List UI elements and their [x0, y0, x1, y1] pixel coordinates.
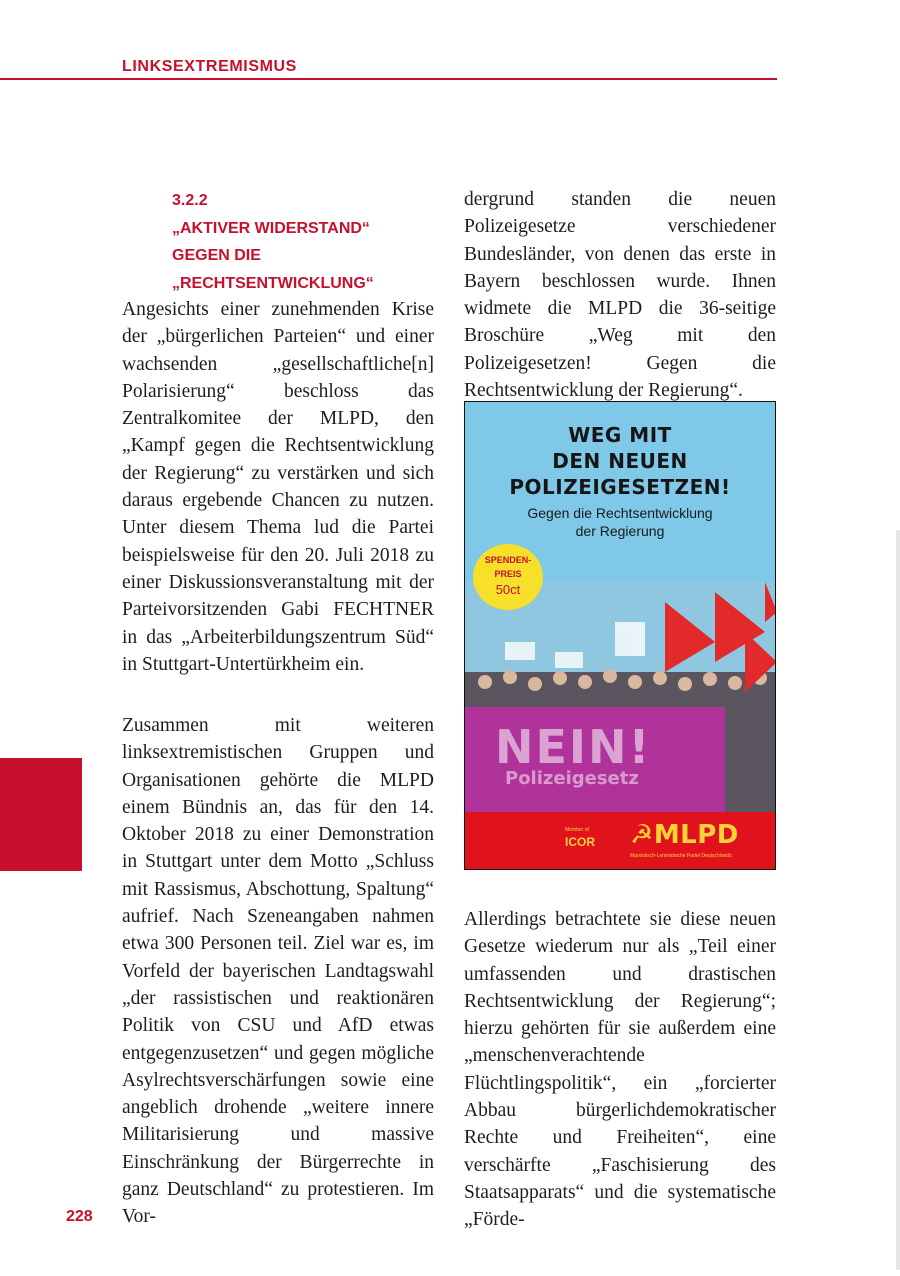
cover-subtitle-line-1: Gegen die Rechtsentwicklung — [527, 505, 713, 521]
price-badge-line-2: PREIS — [494, 569, 522, 579]
price-badge-line-1: SPENDEN- — [484, 555, 532, 565]
party-subline: Marxistisch-Leninistische Partei Deutschlands — [630, 853, 732, 859]
section-number: 3.2.2 — [172, 192, 208, 209]
icor-logo: ICOR — [565, 835, 595, 849]
right-column-paragraph-2 — [464, 906, 776, 1234]
right-column-paragraph-1 — [464, 186, 776, 404]
price-badge — [473, 544, 543, 610]
cover-title-line-3: POLIZEIGESETZEN! — [509, 475, 731, 499]
left-column-paragraph-2 — [122, 712, 434, 1231]
chapter-marker-bar — [0, 758, 82, 871]
banner-subtext: Polizeigesetz — [505, 768, 639, 789]
cover-subtitle — [465, 504, 775, 540]
cover-title-line-2: DEN NEUEN — [552, 449, 688, 473]
price-badge-line-3: 50ct — [495, 582, 521, 597]
section-title-line-1: „AKTIVER WIDERSTAND“ — [172, 219, 370, 237]
body-paragraph: Allerdings betrachtete sie diese neuen Gesetze wiederum nur als „Teil einer umfassenden und drastischen Rechtsentwicklung der Regierung“; hierzu gehörten für sie außerdem eine „menschenverachtende Flüchtlingspolitik“, ein „forcierter Abbau bürgerlichdemokratischer Rechte und Freiheiten“, eine verschärfte „Faschisierung des Staatsapparats“ und die systematische „Förde- — [464, 909, 776, 1231]
mlpd-logo-text: MLPD — [653, 820, 739, 850]
section-heading — [172, 187, 374, 297]
banner-text: NEIN! — [495, 720, 652, 774]
member-of-label: Member of — [565, 827, 589, 833]
cover-title — [465, 422, 775, 500]
cover-subtitle-line-2: der Regierung — [575, 523, 665, 539]
running-header: LINKSEXTREMISMUS — [122, 58, 297, 75]
body-paragraph: Angesichts einer zunehmenden Krise der „bürgerlichen Parteien“ und einer wachsenden „gesellschaftliche[n] Polarisierung“ beschloss das Zentralkomitee der MLPD, den „Kampf gegen die Rechtsentwicklung der Regierung“ zu verstärken und sich daraus ergebende Chancen zu nutzen. Unter diesem Thema lud die Partei beispielsweise für den 20. Juli 2018 zu einer Diskussionsveranstaltung mit der Parteivorsitzenden Gabi FECHTNER in das „Arbeiterbildungszentrum Süd“ in Stuttgart-Untertürkheim ein. — [122, 299, 434, 675]
left-column-paragraph-1 — [122, 296, 434, 678]
header-rule — [0, 78, 777, 80]
cover-title-line-1: WEG MIT — [568, 423, 672, 447]
body-paragraph: Zusammen mit weiteren linksextremistischen Gruppen und Organisationen gehörte die MLPD einem Bündnis an, das für den 14. Oktober 2018 zu einer Demonstration in Stuttgart unter dem Motto „Schluss mit Rassismus, Abschottung, Spaltung“ aufrief. Nach Szeneangaben nahmen etwa 300 Personen teil. Ziel war es, im Vorfeld der bayerischen Landtagswahl „der rassistischen und reaktionären Politik von CSU und AfD etwas entgegenzusetzen“ und gegen mögliche Asylrechtsverschärfungen sowie eine angeblich drohende „weitere innere Militarisierung und massive Einschränkung der Bürgerrechte in ganz Deutschland“ zu protestieren. Im Vor- — [122, 715, 434, 1228]
hammer-sickle-icon: ☭ — [630, 820, 654, 850]
section-title-line-2: GEGEN DIE — [172, 247, 261, 264]
mlpd-logo — [630, 820, 739, 850]
body-paragraph: dergrund standen die neuen Polizeigesetze verschiedener Bundesländer, von denen das erste in Bayern beschlossen wurde. Ihnen widmete die MLPD die 36-seitige Broschüre „Weg mit den Polizeigesetzen! Gegen die Rechtsentwicklung der Regierung“. — [464, 189, 776, 402]
page-number: 228 — [66, 1208, 93, 1225]
section-title-line-3: „RECHTSENTWICKLUNG“ — [172, 274, 374, 292]
brochure-cover-image — [464, 401, 776, 870]
page-edge-shadow — [896, 530, 900, 1270]
